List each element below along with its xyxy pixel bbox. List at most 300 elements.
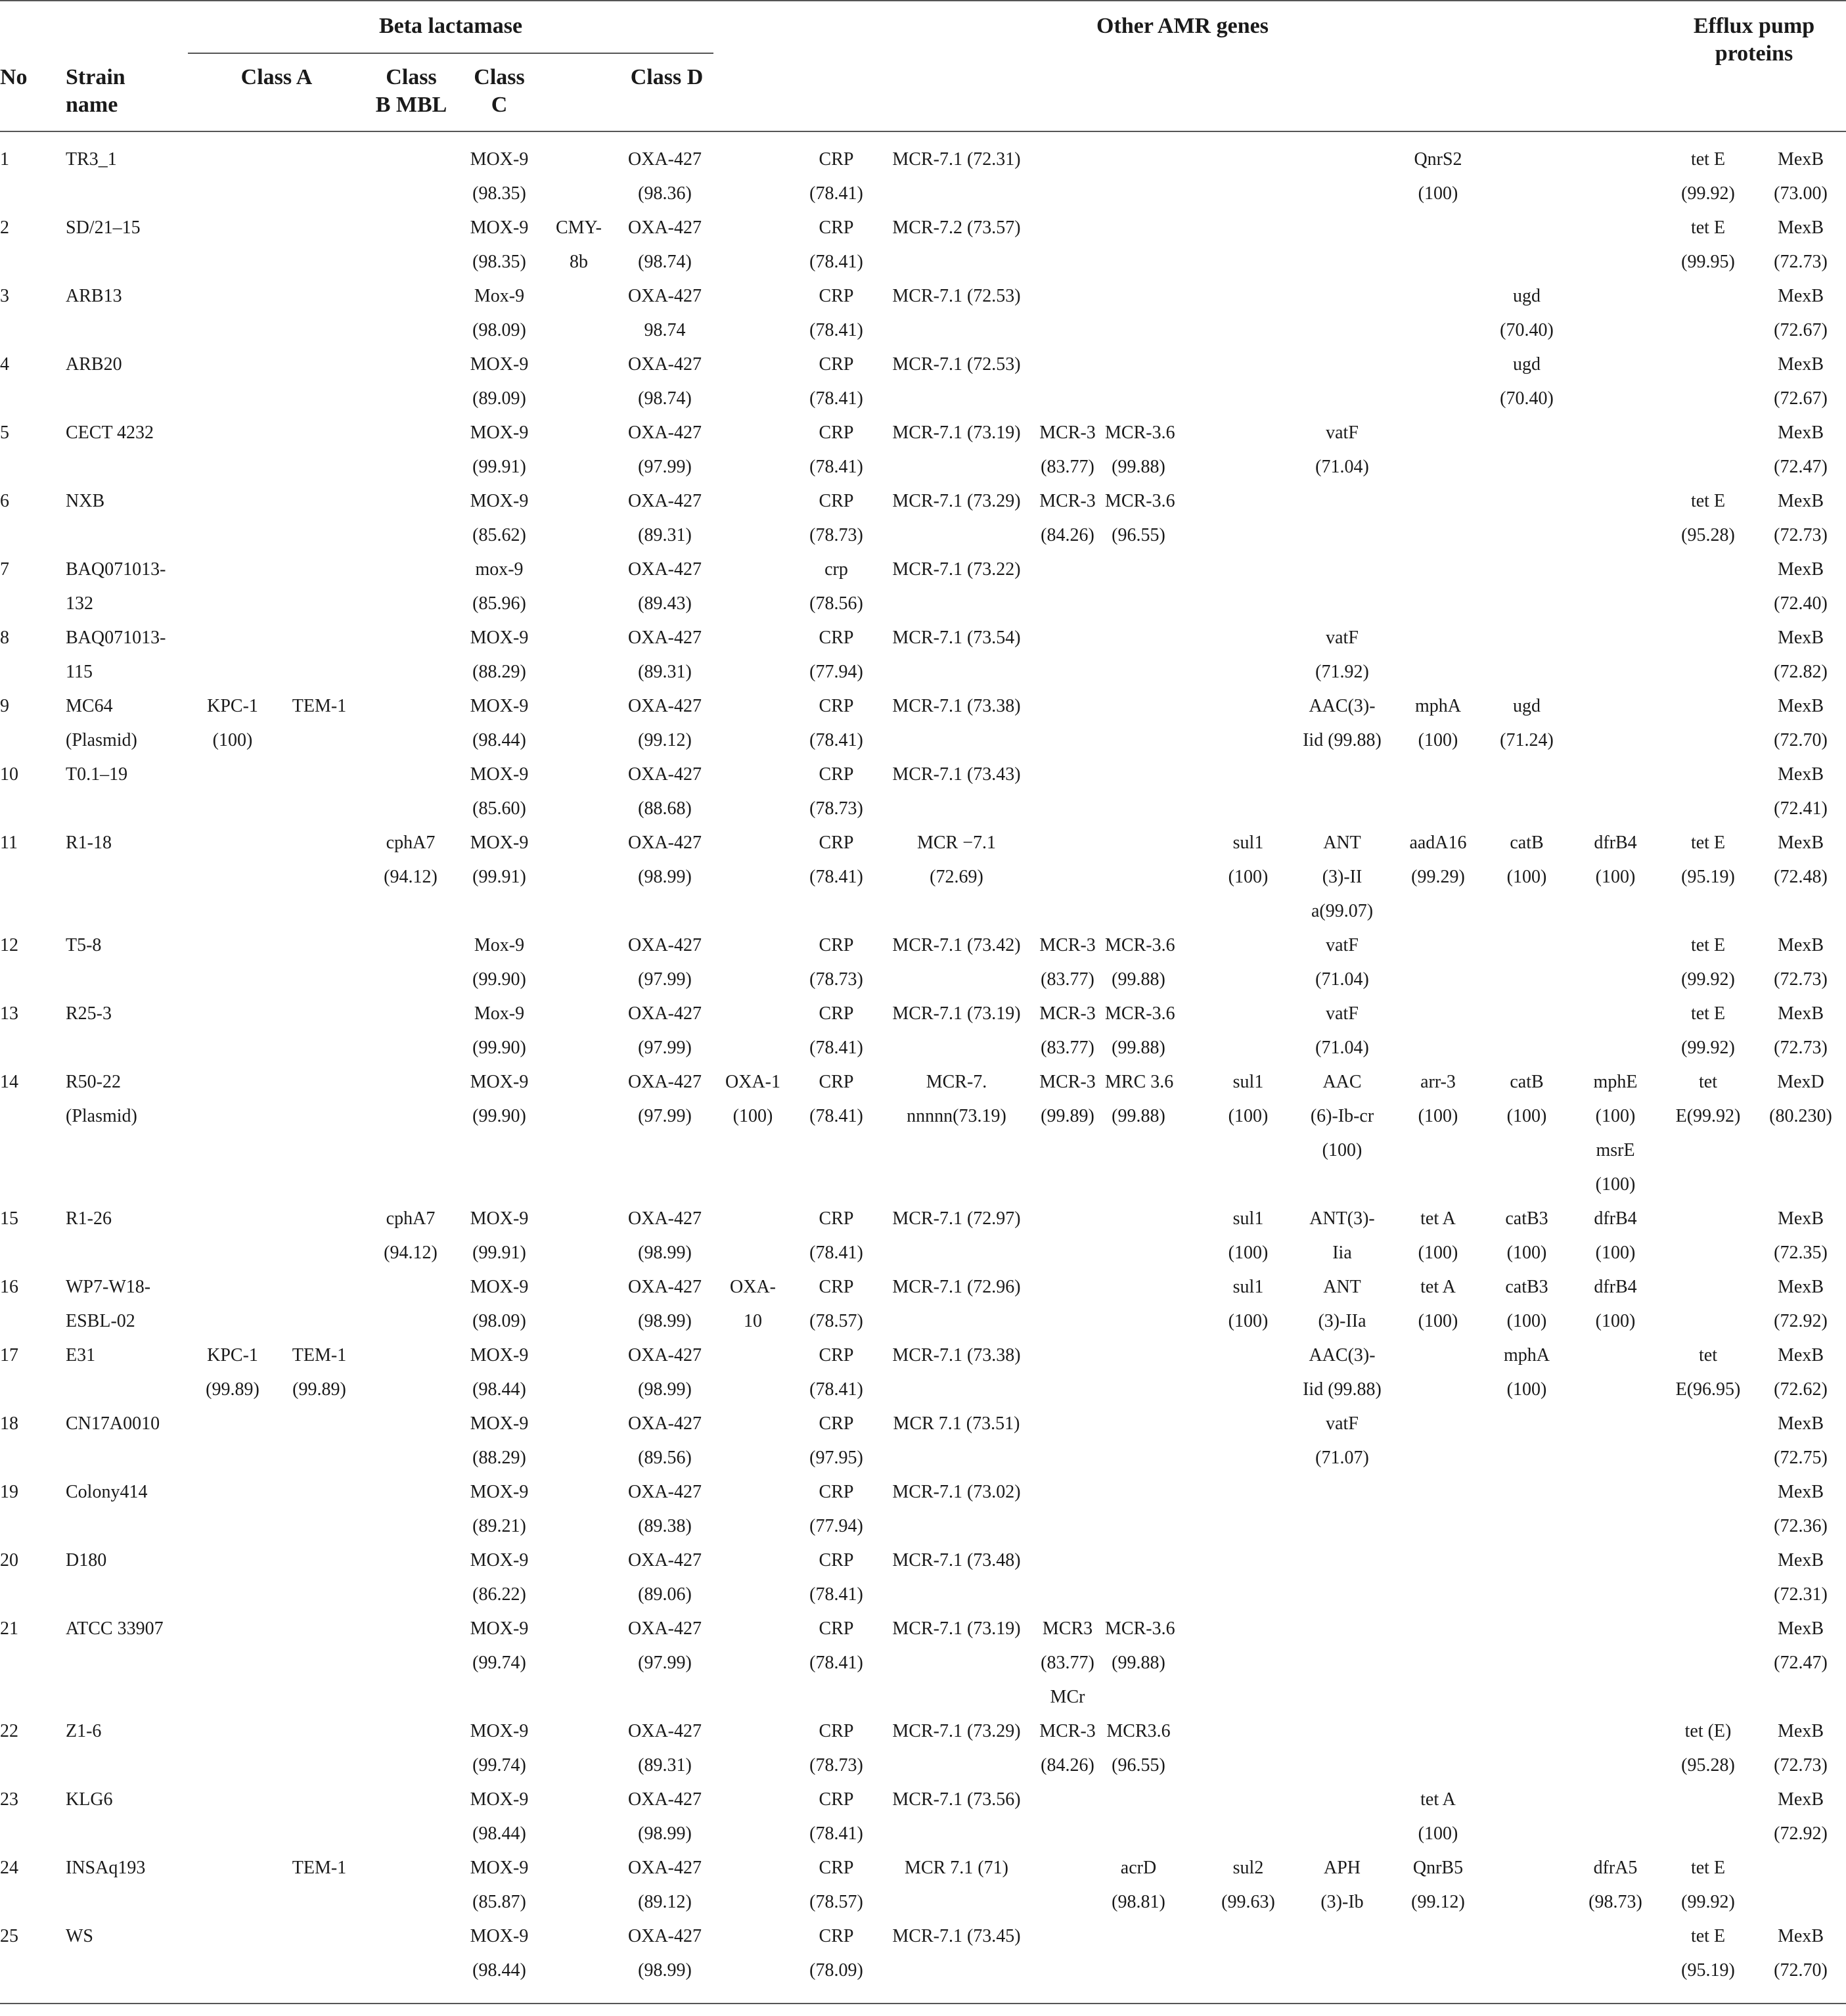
cell-mcr-3-6: (96.55) [1112, 525, 1165, 545]
cell-mcr-7: MCR 7.1 (71) [905, 1858, 1008, 1878]
cell-class-d-1: OXA-427 [628, 354, 702, 375]
cell-class-c-1: MOX-9 [470, 1413, 529, 1434]
cell-mex: MexD [1777, 1072, 1824, 1092]
cell-strain-name: R1-18 [66, 833, 112, 853]
cell-crp: (78.73) [809, 525, 863, 545]
cell-mcr-3: (99.89) [1041, 1106, 1094, 1126]
cell-mcr-3-6: (99.88) [1112, 1038, 1165, 1058]
cell-strain-name: Colony414 [66, 1482, 148, 1502]
header-class-c-line2: C [491, 93, 508, 117]
cell-class-b-mbl: cphA7 [386, 1208, 436, 1229]
cell-crp: (78.56) [809, 593, 863, 614]
cell-class-d-1: OXA-427 [628, 1208, 702, 1229]
cell-class-c-1: MOX-9 [470, 1072, 529, 1092]
cell-other-1: (100) [1418, 183, 1458, 204]
cell-crp: CRP [819, 1345, 854, 1365]
cell-no: 3 [0, 286, 9, 306]
cell-class-d-1: (98.99) [638, 1823, 692, 1844]
cell-other-2: ugd [1513, 696, 1541, 716]
cell-tet: (99.92) [1681, 1892, 1735, 1912]
cell-mcr-7: MCR-7.1 (73.19) [892, 1618, 1021, 1639]
cell-aminoglycoside: (71.07) [1315, 1448, 1369, 1468]
cell-tet: tet E [1690, 1926, 1726, 1946]
cell-mcr-7: MCR-7.1 (72.96) [892, 1277, 1021, 1297]
cell-aminoglycoside: Iia [1332, 1243, 1352, 1263]
cell-mcr-3-6: MCR3.6 [1106, 1721, 1171, 1741]
cell-class-d-1: OXA-427 [628, 1072, 702, 1092]
cell-crp: CRP [819, 1072, 854, 1092]
cell-class-d-1: (89.38) [638, 1516, 692, 1536]
cell-tet: (95.19) [1681, 867, 1735, 887]
cell-other-2: mphA [1504, 1345, 1550, 1365]
cell-other-1: (100) [1418, 1243, 1458, 1263]
cell-other-3: (100) [1595, 1174, 1636, 1195]
cell-class-d-1: OXA-427 [628, 423, 702, 443]
cell-sul: sul1 [1232, 1072, 1264, 1092]
cell-class-c-1: (98.44) [472, 730, 526, 750]
cell-mcr-3: (83.77) [1041, 969, 1094, 990]
cell-mcr-7: nnnnn(73.19) [907, 1106, 1006, 1126]
cell-strain-name: KLG6 [66, 1789, 113, 1810]
beta-lactamase-underline [188, 53, 713, 54]
cell-mcr-3: MCR3 [1042, 1618, 1093, 1639]
cell-other-3: (100) [1595, 1106, 1636, 1126]
cell-mex: (72.67) [1774, 320, 1828, 340]
cell-class-c-1: (99.90) [472, 969, 526, 990]
cell-class-b-mbl: cphA7 [386, 833, 436, 853]
cell-aminoglycoside: ANT [1323, 1277, 1361, 1297]
cell-class-d-1: (89.43) [638, 593, 692, 614]
cell-class-c-1: MOX-9 [470, 1858, 529, 1878]
cell-class-c-1: (85.96) [472, 593, 526, 614]
cell-class-c-1: MOX-9 [470, 491, 529, 511]
cell-crp: CRP [819, 149, 854, 170]
cell-aminoglycoside: (3)-Ib [1320, 1892, 1364, 1912]
cell-class-d-1: OXA-427 [628, 1277, 702, 1297]
cell-class-c-1: MOX-9 [470, 149, 529, 170]
cell-class-c-1: MOX-9 [470, 423, 529, 443]
cell-strain-name: ARB20 [66, 354, 122, 375]
cell-no: 22 [0, 1721, 18, 1741]
cell-class-c-1: MOX-9 [470, 1277, 529, 1297]
cell-mex: (72.73) [1774, 969, 1828, 990]
cell-crp: (78.09) [809, 1960, 863, 1981]
cell-mcr-7: MCR-7.1 (72.97) [892, 1208, 1021, 1229]
cell-crp: CRP [819, 935, 854, 955]
cell-aminoglycoside: Iid (99.88) [1303, 1379, 1382, 1400]
cell-aminoglycoside: Iid (99.88) [1303, 730, 1382, 750]
cell-no: 23 [0, 1789, 18, 1810]
cell-class-c-1: (99.74) [472, 1653, 526, 1673]
cell-crp: (78.41) [809, 183, 863, 204]
cell-sul: (100) [1228, 1311, 1269, 1331]
cell-mcr-7: MCR-7.1 (73.38) [892, 696, 1021, 716]
cell-class-d-1: (97.99) [638, 1106, 692, 1126]
cell-class-c-1: (85.60) [472, 798, 526, 819]
cell-aminoglycoside: vatF [1326, 1003, 1359, 1024]
header-class-d: Class D [630, 65, 704, 89]
cell-aminoglycoside: AAC [1322, 1072, 1362, 1092]
cell-other-2: ugd [1513, 354, 1541, 375]
cell-mcr-3-6: MRC 3.6 [1105, 1072, 1174, 1092]
cell-mcr-3: (84.26) [1041, 1755, 1094, 1775]
cell-mex: (72.73) [1774, 252, 1828, 272]
cell-crp: (78.41) [809, 1823, 863, 1844]
cell-strain-name: R50-22 [66, 1072, 121, 1092]
cell-tet: (99.92) [1681, 183, 1735, 204]
cell-mex: MexB [1778, 1618, 1824, 1639]
cell-class-d-1: (89.06) [638, 1584, 692, 1605]
cell-class-d-1: OXA-427 [628, 833, 702, 853]
cell-strain-name: D180 [66, 1550, 107, 1570]
cell-class-c-1: Mox-9 [474, 286, 525, 306]
cell-mex: MexB [1778, 1721, 1824, 1741]
cell-class-c-1: MOX-9 [470, 1926, 529, 1946]
cell-mex: MexB [1778, 218, 1824, 238]
cell-no: 25 [0, 1926, 18, 1946]
cell-mex: (72.67) [1774, 388, 1828, 409]
cell-class-a-2: TEM-1 [292, 696, 347, 716]
cell-mcr-7: MCR-7.1 (73.19) [892, 423, 1021, 443]
cell-crp: CRP [819, 218, 854, 238]
cell-other-2: (100) [1506, 1311, 1547, 1331]
cell-mex: (80.230) [1769, 1106, 1832, 1126]
cell-other-3: dfrA5 [1593, 1858, 1638, 1878]
cell-class-d-1: (98.99) [638, 1311, 692, 1331]
cell-class-d-1: (98.74) [638, 388, 692, 409]
cell-mex: (72.35) [1774, 1243, 1828, 1263]
cell-mex: MexB [1778, 1926, 1824, 1946]
cell-crp: (78.41) [809, 252, 863, 272]
header-class-c-line1: Class [474, 65, 525, 89]
cell-mcr-7: MCR-7.1 (73.29) [892, 1721, 1021, 1741]
header-efflux-line1: Efflux pump [1693, 14, 1815, 38]
cell-class-c-1: (98.35) [472, 252, 526, 272]
cell-sul: (99.63) [1221, 1892, 1275, 1912]
cell-strain-name: ARB13 [66, 286, 122, 306]
cell-class-c-1: (99.91) [472, 1243, 526, 1263]
cell-mex: MexB [1778, 1345, 1824, 1365]
cell-mex: MexB [1778, 696, 1824, 716]
cell-class-d-1: (88.68) [638, 798, 692, 819]
cell-class-d-1: OXA-427 [628, 491, 702, 511]
cell-mcr-7: MCR 7.1 (73.51) [893, 1413, 1020, 1434]
cell-mex: (72.47) [1774, 1653, 1828, 1673]
cell-strain-name: WP7-W18- [66, 1277, 151, 1297]
cell-no: 17 [0, 1345, 18, 1365]
cell-class-d-1: OXA-427 [628, 1345, 702, 1365]
header-other-amr: Other AMR genes [1096, 14, 1269, 38]
cell-crp: CRP [819, 1482, 854, 1502]
cell-crp: CRP [819, 1926, 854, 1946]
cell-tet: (99.92) [1681, 1038, 1735, 1058]
cell-mcr-3-6: MCR-3.6 [1105, 491, 1175, 511]
cell-aminoglycoside: vatF [1326, 628, 1359, 648]
cell-mex: MexB [1778, 1208, 1824, 1229]
cell-crp: (78.41) [809, 388, 863, 409]
bottom-rule [0, 2003, 1846, 2004]
cell-class-c-1: (99.74) [472, 1755, 526, 1775]
cell-crp: (78.41) [809, 1584, 863, 1605]
cell-mex: (72.92) [1774, 1311, 1828, 1331]
cell-crp: (78.73) [809, 969, 863, 990]
cell-class-c-2: 8b [570, 252, 588, 272]
cell-mex: MexB [1778, 149, 1824, 170]
cell-crp: CRP [819, 1003, 854, 1024]
cell-other-3: dfrB4 [1594, 1208, 1637, 1229]
cell-class-d-1: OXA-427 [628, 764, 702, 785]
cell-other-2: ugd [1513, 286, 1541, 306]
cell-crp: CRP [819, 1618, 854, 1639]
cell-mex: (72.92) [1774, 1823, 1828, 1844]
cell-crp: CRP [819, 354, 854, 375]
cell-strain-name: T0.1–19 [66, 764, 128, 785]
cell-class-a-1: (100) [212, 730, 253, 750]
cell-aminoglycoside: (100) [1322, 1140, 1362, 1160]
cell-mex: (72.40) [1774, 593, 1828, 614]
cell-mex: (72.73) [1774, 1038, 1828, 1058]
cell-class-c-1: (98.09) [472, 320, 526, 340]
header-class-b-line2: B MBL [375, 93, 447, 117]
cell-mcr-7: MCR-7.1 (73.29) [892, 491, 1021, 511]
cell-class-d-1: (97.99) [638, 457, 692, 477]
cell-class-d-1: (89.31) [638, 1755, 692, 1775]
cell-crp: crp [824, 559, 848, 580]
cell-tet: (95.28) [1681, 1755, 1735, 1775]
cell-aminoglycoside: (6)-Ib-cr [1310, 1106, 1374, 1126]
cell-sul: sul2 [1232, 1858, 1264, 1878]
cell-crp: (78.41) [809, 730, 863, 750]
cell-other-1: (100) [1418, 1823, 1458, 1844]
header-strain-line2: name [66, 93, 118, 117]
cell-class-d-1: (98.99) [638, 867, 692, 887]
cell-mex: (73.00) [1774, 183, 1828, 204]
cell-mcr-3: MCR-3 [1039, 423, 1096, 443]
cell-strain-name: BAQ071013- [66, 559, 166, 580]
cell-mcr-3-6: acrD [1120, 1858, 1157, 1878]
cell-crp: (77.94) [809, 1516, 863, 1536]
cell-class-c-1: (98.44) [472, 1960, 526, 1981]
cell-crp: (78.57) [809, 1892, 863, 1912]
cell-no: 5 [0, 423, 9, 443]
cell-class-d-1: (89.31) [638, 662, 692, 682]
cell-class-c-1: MOX-9 [470, 1482, 529, 1502]
cell-aminoglycoside: (71.04) [1315, 1038, 1369, 1058]
cell-class-a-2: (99.89) [292, 1379, 346, 1400]
cell-other-3: mphE [1593, 1072, 1638, 1092]
cell-mcr-3-6: (99.88) [1112, 1106, 1165, 1126]
cell-other-2: (70.40) [1500, 388, 1554, 409]
cell-aminoglycoside: APH [1323, 1858, 1361, 1878]
cell-mex: (72.70) [1774, 1960, 1828, 1981]
cell-other-3: dfrB4 [1594, 833, 1637, 853]
cell-mcr-3-6: MCR-3.6 [1105, 1003, 1175, 1024]
cell-mcr-3: MCr [1050, 1687, 1085, 1707]
cell-strain-name: BAQ071013- [66, 628, 166, 648]
cell-mcr-3: MCR-3 [1039, 1072, 1096, 1092]
cell-other-2: (100) [1506, 1106, 1547, 1126]
cell-class-d-1: OXA-427 [628, 935, 702, 955]
cell-other-2: catB [1510, 1072, 1544, 1092]
cell-class-c-1: (86.22) [472, 1584, 526, 1605]
cell-mcr-7: MCR-7.1 (73.45) [892, 1926, 1021, 1946]
cell-class-d-2: OXA-1 [725, 1072, 780, 1092]
cell-other-3: (100) [1595, 867, 1636, 887]
cell-strain-name: MC64 [66, 696, 113, 716]
cell-crp: (78.41) [809, 1038, 863, 1058]
cell-crp: CRP [819, 1858, 854, 1878]
cell-other-1: (100) [1418, 730, 1458, 750]
cell-strain-name: Z1-6 [66, 1721, 102, 1741]
cell-class-d-1: OXA-427 [628, 1003, 702, 1024]
cell-mcr-3: MCR-3 [1039, 935, 1096, 955]
cell-no: 24 [0, 1858, 18, 1878]
cell-aminoglycoside: vatF [1326, 935, 1359, 955]
cell-other-3: msrE [1596, 1140, 1635, 1160]
cell-other-1: mphA [1415, 696, 1461, 716]
cell-sul: (100) [1228, 1106, 1269, 1126]
cell-mex: (72.36) [1774, 1516, 1828, 1536]
cell-tet: (99.92) [1681, 969, 1735, 990]
cell-mcr-7: MCR-7.1 (73.54) [892, 628, 1021, 648]
cell-mex: MexB [1778, 1789, 1824, 1810]
cell-no: 21 [0, 1618, 18, 1639]
cell-class-a-2: TEM-1 [292, 1345, 347, 1365]
cell-class-d-1: OXA-427 [628, 1926, 702, 1946]
cell-aminoglycoside: a(99.07) [1311, 901, 1374, 921]
top-rule [0, 0, 1846, 1]
cell-other-2: (70.40) [1500, 320, 1554, 340]
cell-mcr-7: MCR −7.1 [916, 833, 997, 853]
cell-class-d-1: OXA-427 [628, 1721, 702, 1741]
cell-crp: CRP [819, 423, 854, 443]
cell-mex: MexB [1778, 764, 1824, 785]
cell-mcr-3-6: (99.88) [1112, 969, 1165, 990]
cell-mex: (72.48) [1774, 867, 1828, 887]
cell-class-d-1: OXA-427 [628, 1858, 702, 1878]
cell-other-2: catB [1510, 833, 1544, 853]
cell-mcr-3-6: MCR-3.6 [1105, 1618, 1175, 1639]
cell-mcr-3-6: (96.55) [1112, 1755, 1165, 1775]
cell-class-d-1: (89.12) [638, 1892, 692, 1912]
cell-tet: tet E [1690, 935, 1726, 955]
cell-class-d-1: (99.12) [638, 730, 692, 750]
cell-sul: (100) [1228, 1243, 1269, 1263]
cell-class-c-1: MOX-9 [470, 696, 529, 716]
cell-aminoglycoside: AAC(3)- [1309, 696, 1376, 716]
cell-class-c-1: mox-9 [475, 559, 524, 580]
cell-mcr-3-6: MCR-3.6 [1105, 423, 1175, 443]
cell-crp: CRP [819, 1413, 854, 1434]
cell-class-c-1: (89.21) [472, 1516, 526, 1536]
cell-class-d-1: (98.99) [638, 1960, 692, 1981]
cell-tet: tet (E) [1684, 1721, 1732, 1741]
cell-strain-name: WS [66, 1926, 93, 1946]
cell-class-d-1: OXA-427 [628, 1618, 702, 1639]
cell-class-c-1: (99.91) [472, 457, 526, 477]
cell-no: 15 [0, 1208, 18, 1229]
cell-aminoglycoside: vatF [1326, 1413, 1359, 1434]
cell-mcr-3: MCR-3 [1039, 1003, 1096, 1024]
cell-class-d-1: (97.99) [638, 1038, 692, 1058]
header-bottom-rule [0, 131, 1846, 132]
cell-class-c-1: MOX-9 [470, 1345, 529, 1365]
cell-other-1: (100) [1418, 1106, 1458, 1126]
cell-mex: (72.73) [1774, 1755, 1828, 1775]
cell-class-d-1: (97.99) [638, 969, 692, 990]
cell-class-b-mbl: (94.12) [384, 867, 438, 887]
cell-sul: (100) [1228, 867, 1269, 887]
cell-mcr-3: (84.26) [1041, 525, 1094, 545]
cell-mcr-3-6: (99.88) [1112, 1653, 1165, 1673]
cell-strain-name: NXB [66, 491, 105, 511]
cell-aminoglycoside: ANT(3)- [1309, 1208, 1375, 1229]
cell-crp: (78.41) [809, 1243, 863, 1263]
cell-mex: MexB [1778, 286, 1824, 306]
cell-other-1: tet A [1420, 1277, 1456, 1297]
cell-mex: MexB [1778, 354, 1824, 375]
cell-class-d-1: OXA-427 [628, 559, 702, 580]
cell-mex: (72.62) [1774, 1379, 1828, 1400]
cell-class-c-1: (85.87) [472, 1892, 526, 1912]
cell-class-c-2: CMY- [555, 218, 602, 238]
cell-other-3: (100) [1595, 1311, 1636, 1331]
cell-class-d-1: OXA-427 [628, 218, 702, 238]
cell-strain-name: (Plasmid) [66, 1106, 137, 1126]
cell-aminoglycoside: ANT [1323, 833, 1361, 853]
cell-class-a-2: TEM-1 [292, 1858, 347, 1878]
cell-other-3: (98.73) [1588, 1892, 1642, 1912]
cell-other-2: (71.24) [1500, 730, 1554, 750]
cell-tet: tet [1699, 1072, 1717, 1092]
header-no: No [0, 65, 28, 89]
cell-no: 6 [0, 491, 9, 511]
cell-class-c-1: (98.44) [472, 1823, 526, 1844]
cell-strain-name: E31 [66, 1345, 96, 1365]
cell-crp: CRP [819, 491, 854, 511]
cell-no: 1 [0, 149, 9, 170]
cell-class-d-1: OXA-427 [628, 1550, 702, 1570]
cell-aminoglycoside: AAC(3)- [1309, 1345, 1376, 1365]
cell-no: 13 [0, 1003, 18, 1024]
cell-mcr-3: (83.77) [1041, 457, 1094, 477]
cell-class-d-1: (98.99) [638, 1379, 692, 1400]
cell-no: 18 [0, 1413, 18, 1434]
cell-class-c-1: MOX-9 [470, 1618, 529, 1639]
cell-other-2: (100) [1506, 867, 1547, 887]
cell-no: 2 [0, 218, 9, 238]
cell-class-c-1: (99.91) [472, 867, 526, 887]
cell-aminoglycoside: vatF [1326, 423, 1359, 443]
cell-strain-name: 132 [66, 593, 93, 614]
cell-other-2: catB3 [1505, 1277, 1548, 1297]
cell-mex: MexB [1778, 628, 1824, 648]
cell-other-3: (100) [1595, 1243, 1636, 1263]
cell-tet: tet E [1690, 491, 1726, 511]
cell-mcr-7: MCR-7.1 (73.42) [892, 935, 1021, 955]
cell-mcr-3: MCR-3 [1039, 1721, 1096, 1741]
cell-no: 20 [0, 1550, 18, 1570]
cell-mcr-3-6: (99.88) [1112, 457, 1165, 477]
cell-tet: (95.28) [1681, 525, 1735, 545]
cell-mcr-7: MCR-7.1 (72.53) [892, 354, 1021, 375]
cell-other-1: (99.12) [1411, 1892, 1465, 1912]
cell-aminoglycoside: (71.92) [1315, 662, 1369, 682]
cell-tet: tet [1699, 1345, 1717, 1365]
cell-strain-name: ESBL-02 [66, 1311, 135, 1331]
cell-class-d-1: (98.36) [638, 183, 692, 204]
cell-other-1: tet A [1420, 1789, 1456, 1810]
